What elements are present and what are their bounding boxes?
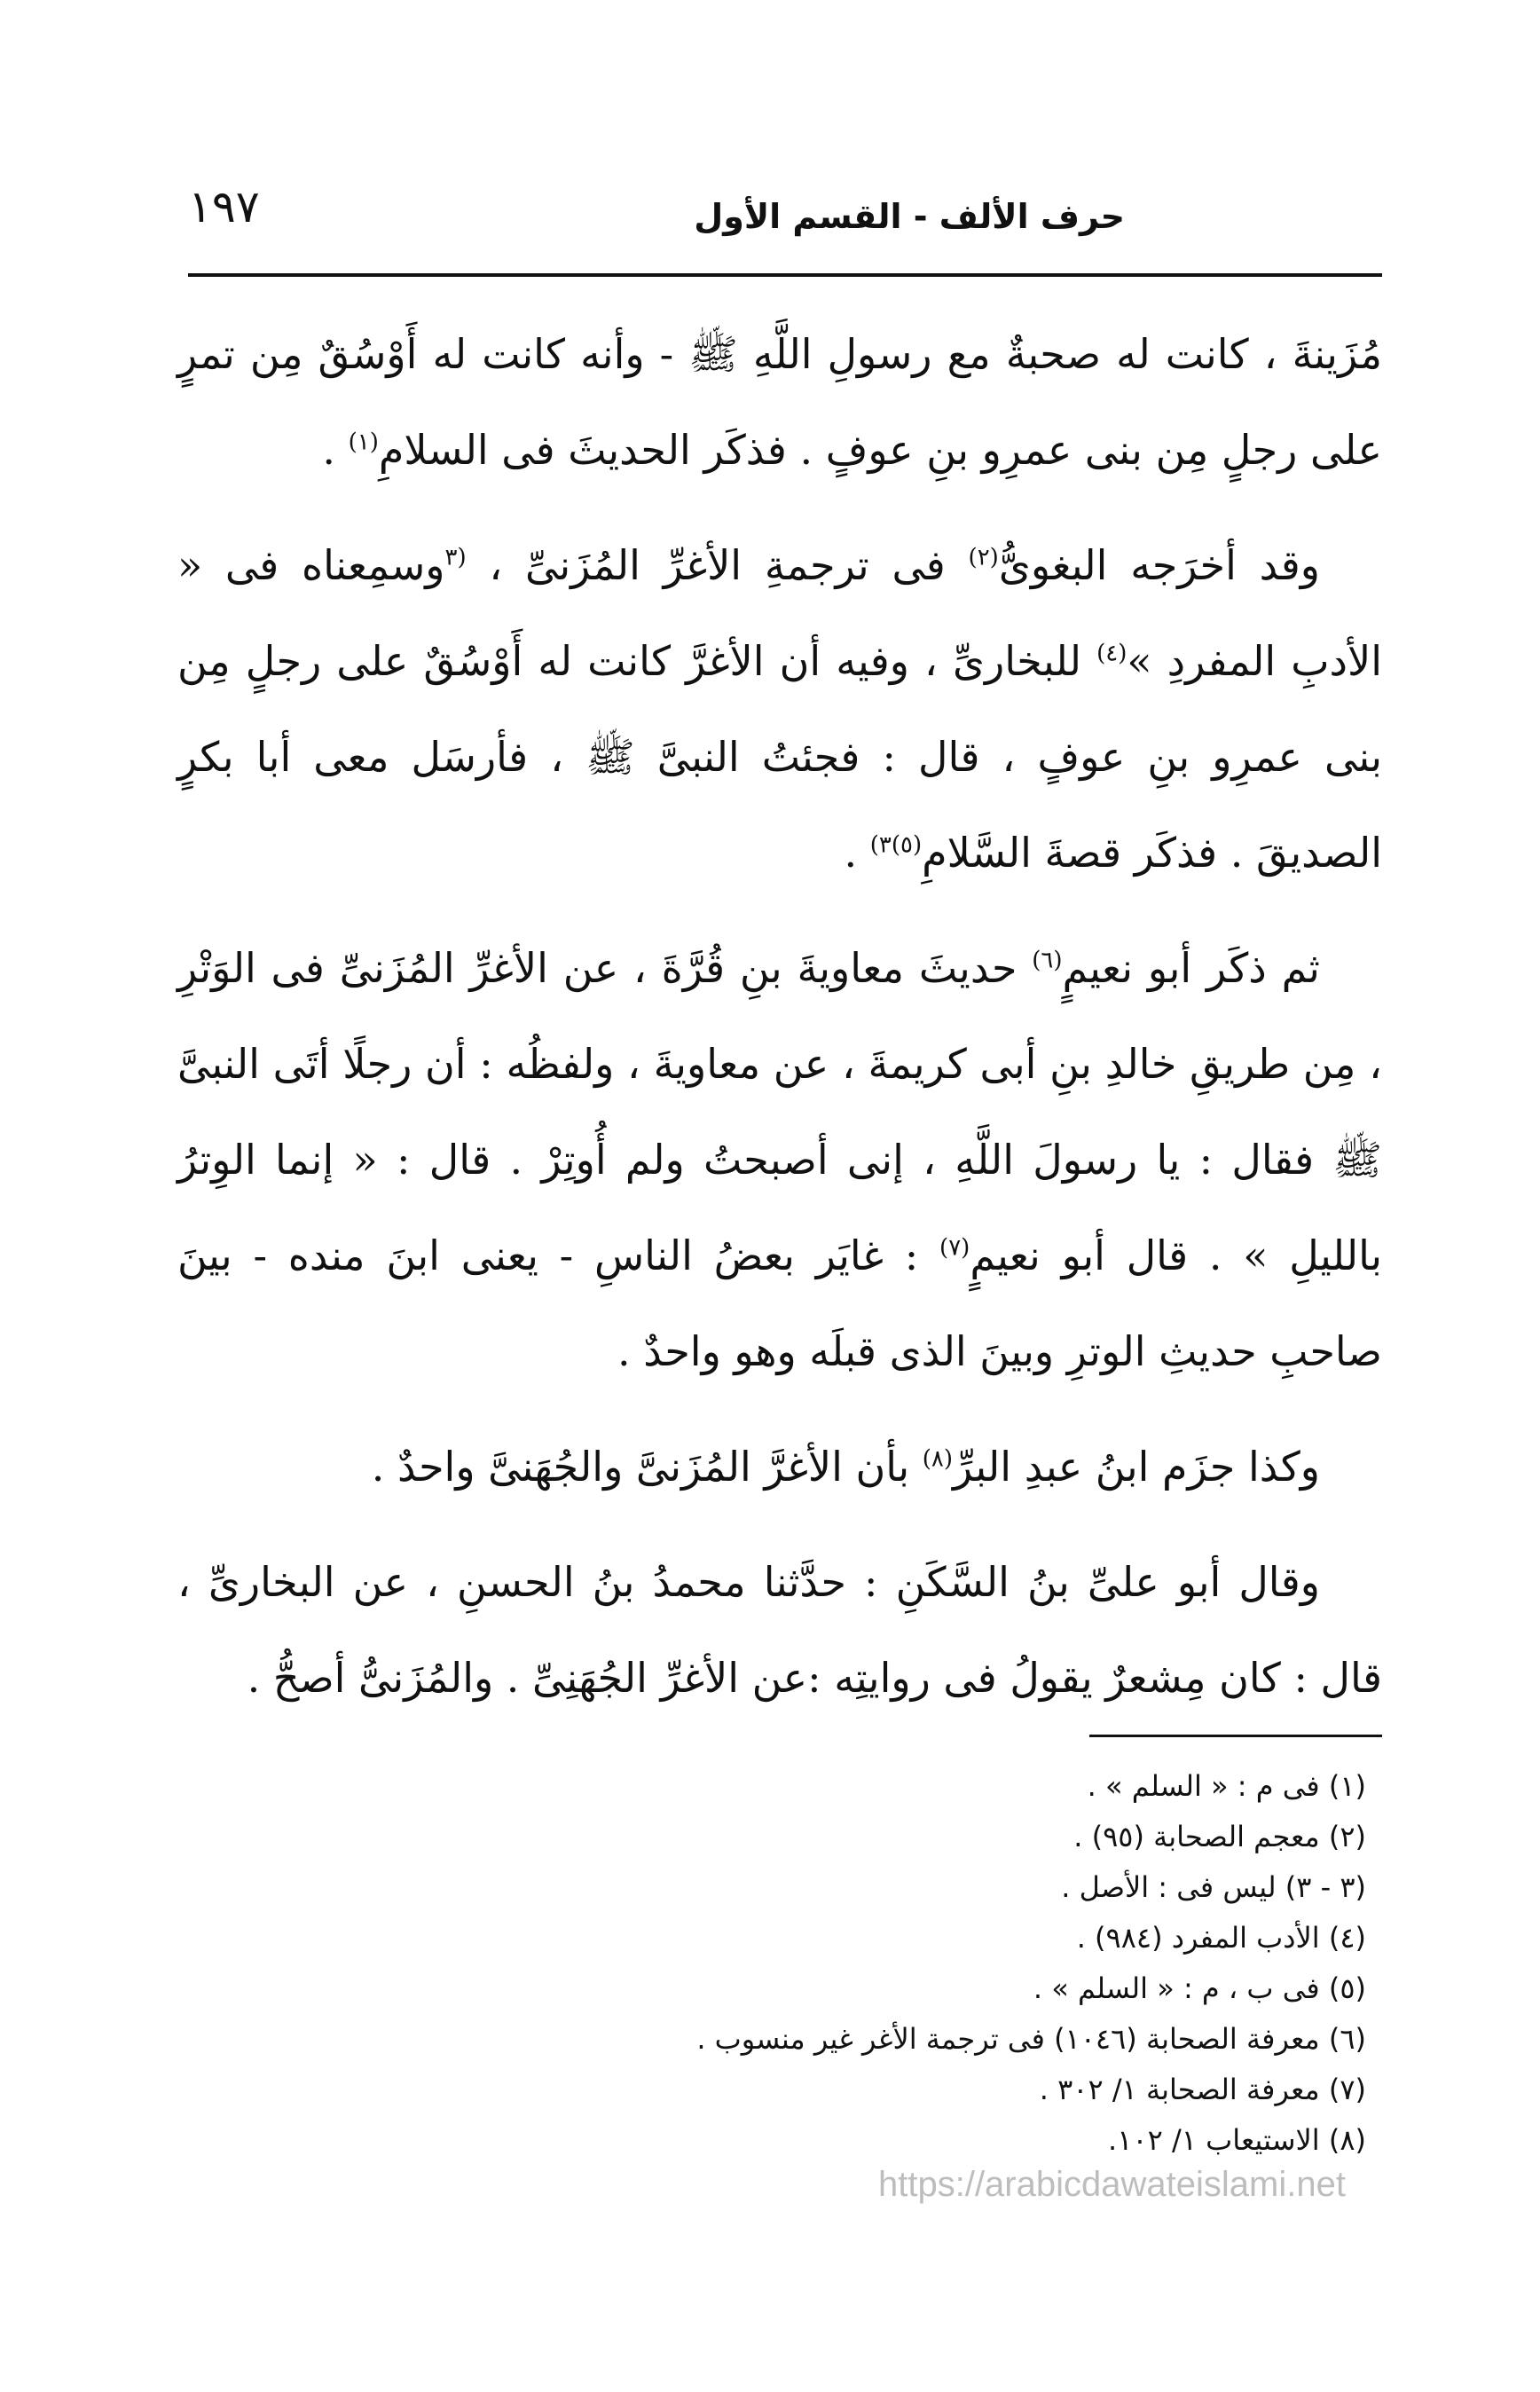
paragraph-text: ثم ذكَر أبو نعيمٍ: [1062, 944, 1320, 992]
footnote: (٧) معرفة الصحابة ١/ ٣٠٢ .: [1039, 2073, 1366, 2106]
paragraph-text: وقال أبو علىِّ بنُ السَّكَنِ : حدَّثنا محمدُ بنُ الحسنِ ، عن البخارىِّ ، قال : كان مِشعرٌ يقولُ فى روايتِه :عن الأغرِّ الجُهَنِىِّ . والمُزَنىُّ أصحُّ .: [177, 1558, 1382, 1702]
body-paragraph: [177, 1534, 1382, 1726]
footnote-rule: [1089, 1735, 1382, 1737]
page-number: ١٩٧: [188, 181, 260, 232]
footnote-reference: (٤): [1096, 640, 1128, 667]
footnote-reference: (٣: [444, 544, 467, 571]
watermark-url: https://arabicdawateislami.net: [878, 2165, 1346, 2204]
footnotes: [444, 1761, 1366, 2166]
paragraph-text: فى ترجمةِ الأغرِّ المُزَنىِّ ،: [466, 541, 969, 589]
footnote: (٢) معجم الصحابة (٩٥) .: [1073, 1820, 1366, 1853]
body-text: [177, 306, 1382, 1745]
paragraph-text: مُزَينةَ ، كانت له صحبةٌ مع رسولِ اللَّهِ ﷺ - وأنه كانت له أَوْسُقٌ مِن تمرٍ على رجلٍ مِن بنى عمرِو بنِ عوفٍ . فذكَر الحديثَ فى السلامِ: [177, 330, 1382, 474]
paragraph-text: وسمِعناه فى « الأدبِ المفردِ »: [177, 541, 1383, 685]
paragraph-text: بأن الأغرَّ المُزَنىَّ والجُهَنىَّ واحدٌ .: [371, 1443, 923, 1491]
paragraph-text: : غايَر بعضُ الناسِ - يعنى ابنَ منده - بينَ صاحبِ حديثِ الوترِ وبينَ الذى قبلَه وهو واحدٌ .: [177, 1231, 1382, 1375]
footnote-reference: (٦): [1032, 947, 1063, 974]
body-paragraph: [177, 920, 1382, 1399]
paragraph-text: وقد أخرَجه البغوىُّ: [998, 541, 1320, 589]
footnote-reference: (٧): [939, 1234, 970, 1262]
footnote: (٨) الاستيعاب ١/ ١٠٢.: [1108, 2123, 1366, 2157]
body-paragraph: [177, 517, 1382, 901]
page-header: [188, 177, 1382, 275]
footnote: (٥) فى ب ، م : « السلم » .: [1033, 1971, 1366, 2005]
paragraph-text: .: [322, 426, 349, 474]
header-rule: [188, 273, 1382, 277]
footnote-reference: (٥)٣): [869, 831, 923, 859]
footnote: (٤) الأدب المفرد (٩٨٤) .: [1076, 1921, 1366, 1955]
paragraph-text: .: [844, 829, 870, 877]
paragraph-text: حديثَ معاويةَ بنِ قُرَّةَ ، عن الأغرِّ المُزَنىِّ فى الوَتْرِ ، مِن طريقِ خالدِ بنِ أبى كريمةَ ، عن معاويةَ ، ولفظُه : أن رجلًا أتَى النبىَّ ﷺ فقال : يا رسولَ اللَّهِ ، إنى أصبحتُ ولم أُوتِرْ . قال : « إنما الوِترُ بالليلِ » . قال أبو نعيمٍ: [177, 944, 1382, 1279]
footnote: (١) فى م : « السلم » .: [1087, 1769, 1366, 1803]
footnote-reference: (١): [348, 429, 379, 456]
footnote-reference: (٨): [922, 1445, 954, 1473]
body-paragraph: [177, 306, 1382, 498]
running-title: حرف الألف - القسم الأول: [694, 197, 1125, 236]
paragraph-text: وكذا جزَم ابنُ عبدِ البرِّ: [953, 1443, 1320, 1491]
paragraph-text: للبخارىِّ ، وفيه أن الأغرَّ كانت له أَوْسُقٌ على رجلٍ مِن بنى عمرِو بنِ عوفٍ ، قال : فجئتُ النبىَّ ﷺ ، فأرسَل معى أبا بكرٍ الصديقَ . فذكَر قصةَ السَّلامِ: [177, 637, 1382, 877]
footnote: (٦) معرفة الصحابة (١٠٤٦) فى ترجمة الأغر غير منسوب .: [696, 2022, 1366, 2056]
footnote: (٣ - ٣) ليس فى : الأصل .: [1061, 1870, 1366, 1904]
body-paragraph: [177, 1419, 1382, 1515]
footnote-reference: (٢): [968, 544, 999, 571]
